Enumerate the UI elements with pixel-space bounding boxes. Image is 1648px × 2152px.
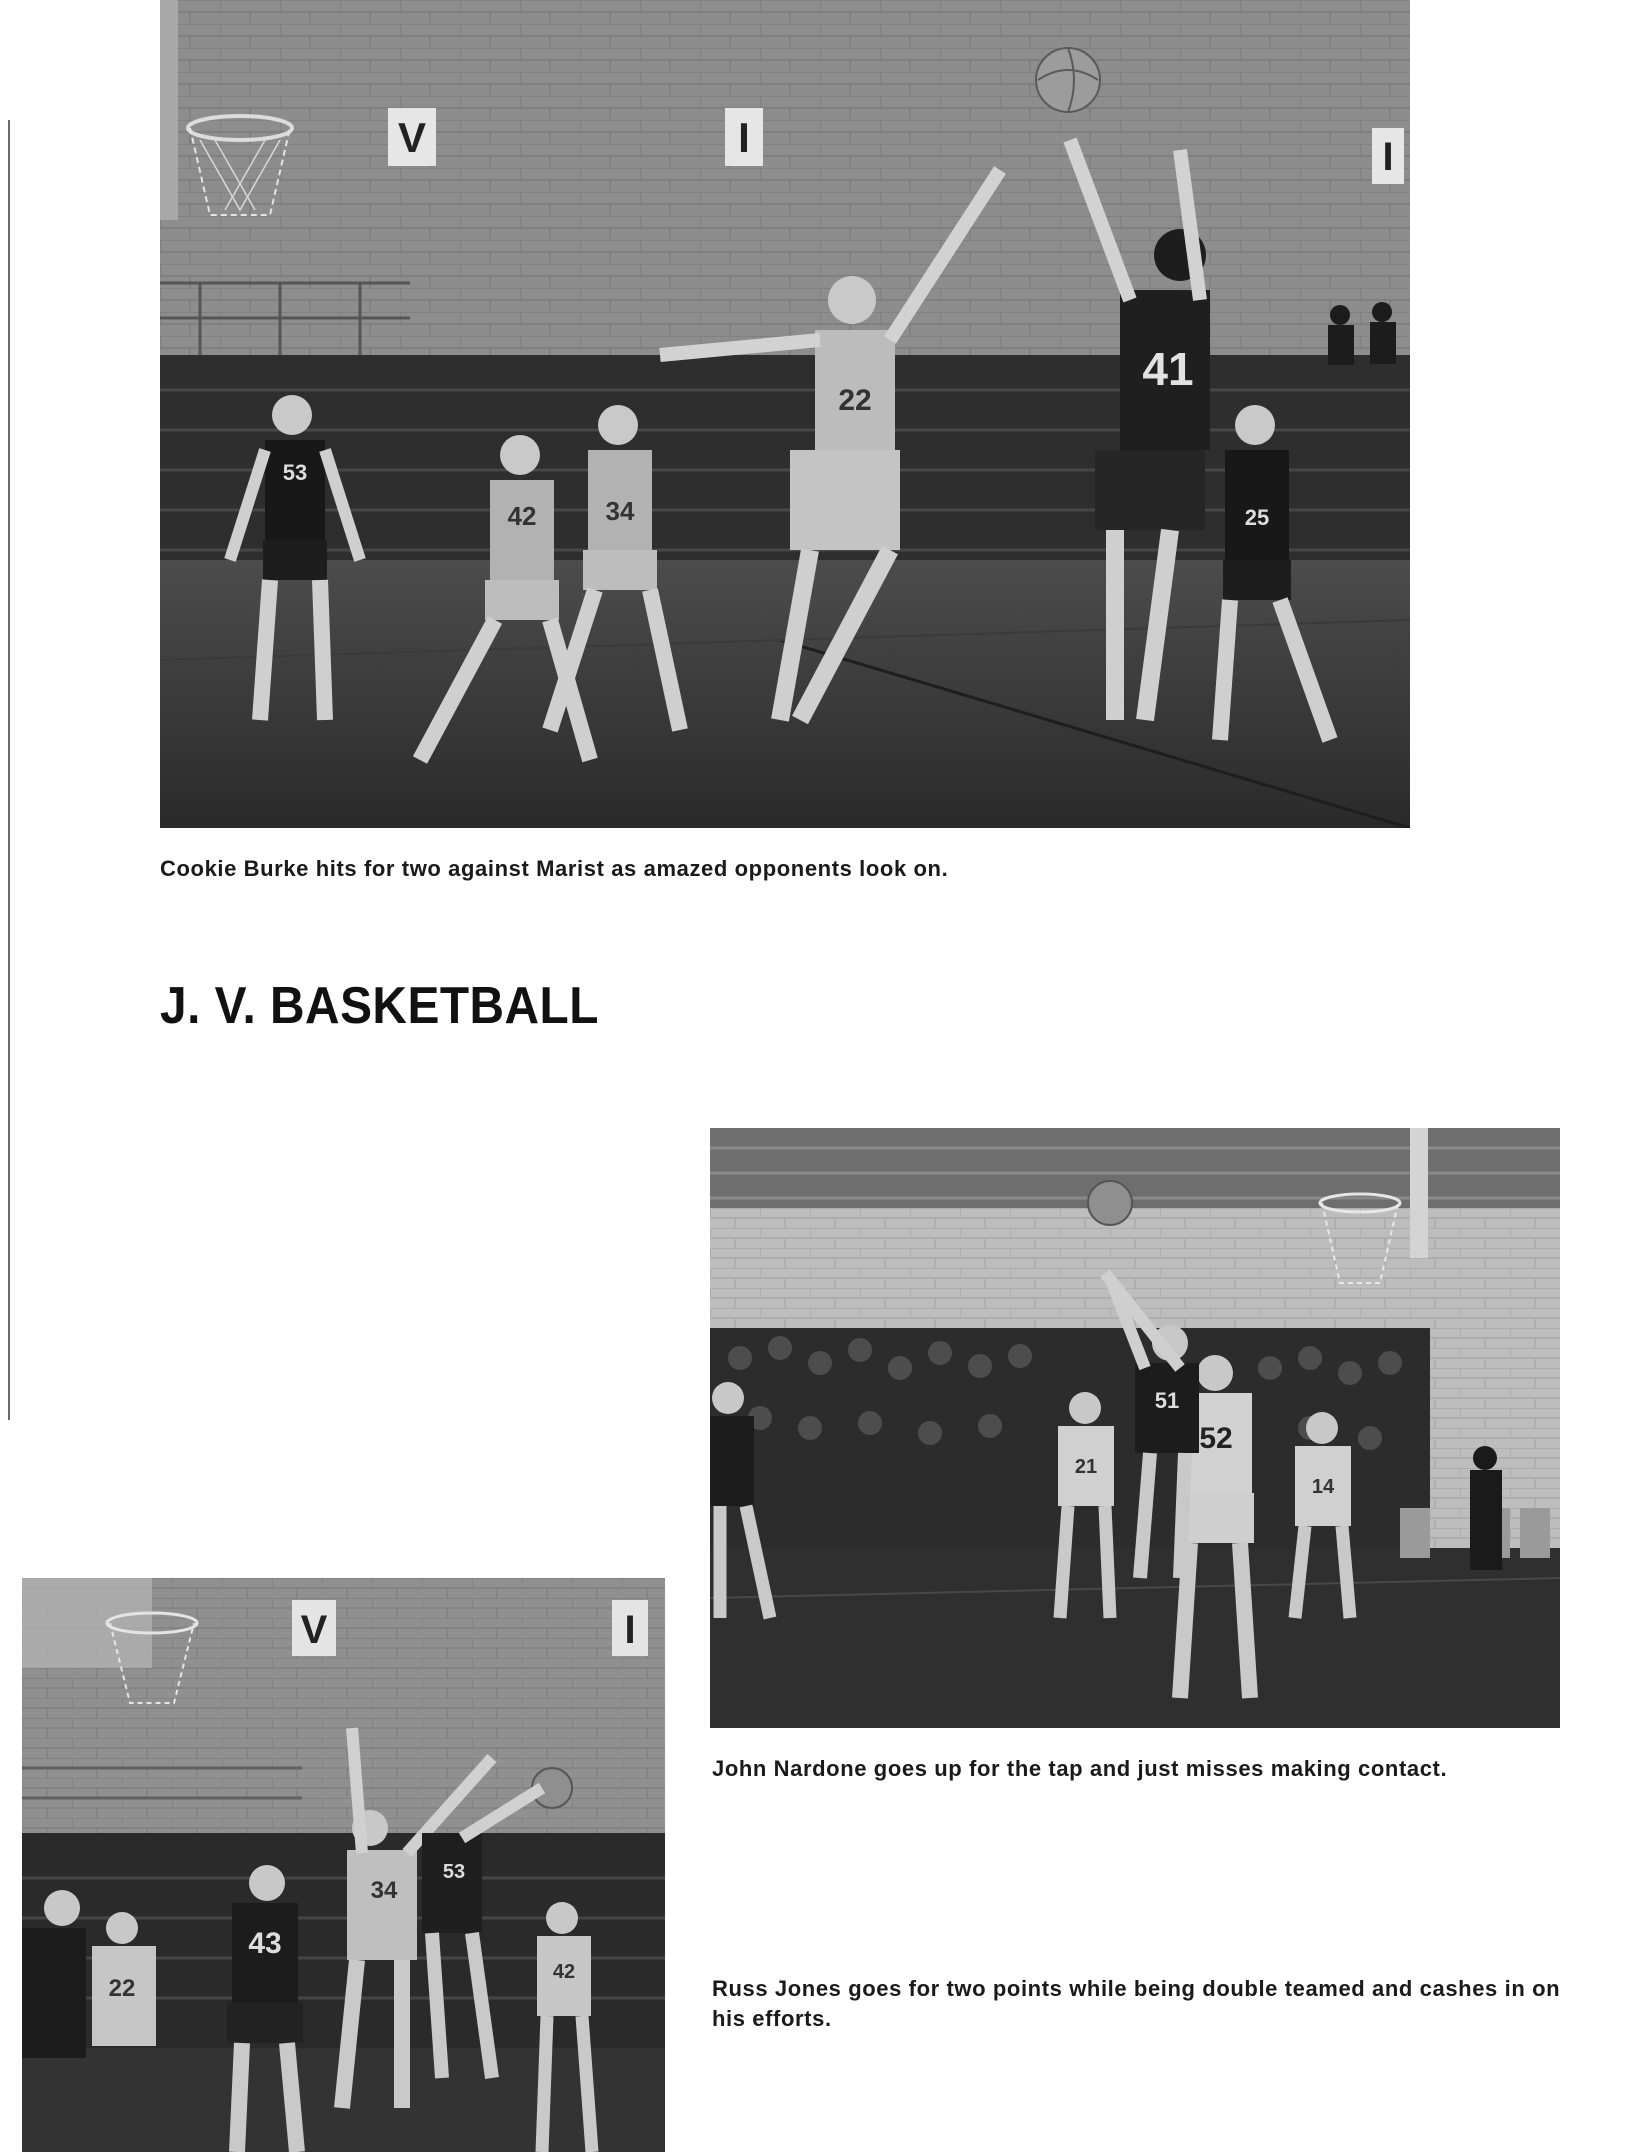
caption-bottom-photo: Russ Jones goes for two points while being double teamed and cashes in on his efforts.	[712, 1976, 1561, 2031]
svg-text:43: 43	[248, 1927, 282, 1960]
svg-text:42: 42	[507, 501, 537, 531]
section-heading: J. V. BASKETBALL	[160, 977, 599, 1035]
photo-double-team	[22, 1578, 665, 2152]
svg-text:53: 53	[282, 460, 308, 485]
svg-text:22: 22	[108, 1975, 136, 2002]
wall-letter-v: V	[397, 114, 427, 161]
svg-text:22: 22	[838, 384, 872, 417]
svg-text:42: 42	[552, 1961, 576, 1983]
svg-text:51: 51	[1154, 1388, 1180, 1413]
page-edge-line	[8, 120, 10, 1420]
photo-top-scene	[160, 0, 1410, 828]
svg-text:41: 41	[1142, 343, 1194, 395]
svg-text:14: 14	[1311, 1476, 1335, 1498]
svg-text:34: 34	[370, 1877, 398, 1904]
photo-bottom-left-scene	[22, 1578, 665, 2152]
caption-top-photo: Cookie Burke hits for two against Marist as amazed opponents look on.	[160, 856, 949, 881]
wall-letter-i-bottom: I	[624, 1608, 636, 1652]
svg-text:34: 34	[605, 496, 635, 526]
caption-right-photo: John Nardone goes up for the tap and just misses making contact.	[712, 1756, 1448, 1781]
photo-right-scene	[710, 1128, 1560, 1728]
svg-text:52: 52	[1199, 1422, 1233, 1455]
svg-text:53: 53	[442, 1861, 466, 1883]
wall-letter-v-bottom: V	[300, 1608, 328, 1652]
photo-top-game	[160, 0, 1410, 828]
svg-text:25: 25	[1244, 505, 1270, 530]
wall-letter-i: I	[738, 114, 750, 161]
wall-letter-i-2: I	[1382, 135, 1394, 179]
svg-text:21: 21	[1074, 1456, 1098, 1478]
photo-tip-off	[710, 1128, 1560, 1728]
